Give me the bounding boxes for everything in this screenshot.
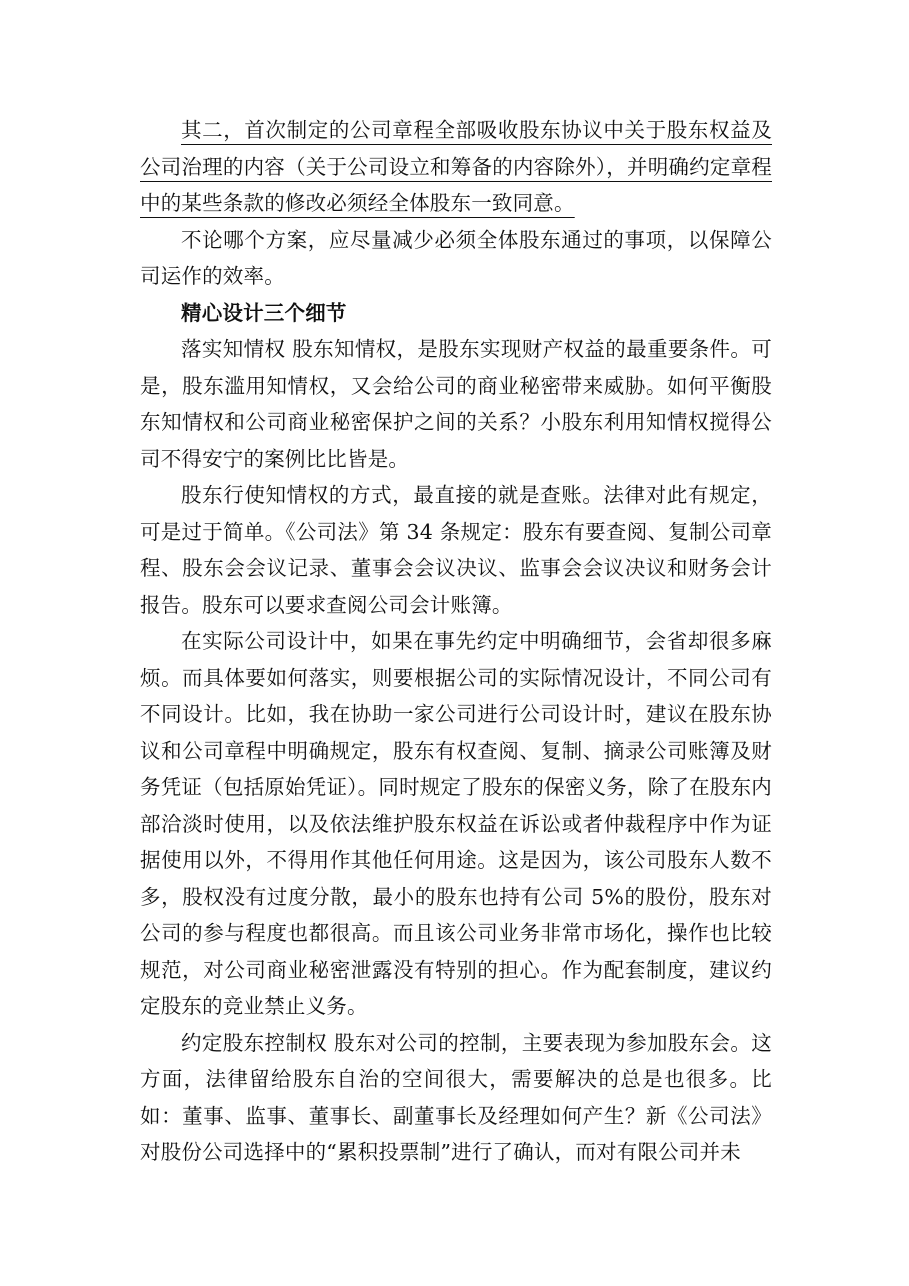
section-heading: 精心设计三个细节: [181, 300, 347, 325]
paragraph-audit: 股东行使知情权的方式，最直接的就是查账。法律对此有规定，可是过于简单。《公司法》第 34 条规定：股东有要查阅、复制公司章程、股东会会议记录、董事会会议决议、监事会会议决议和财务会计报告。股东可以要求查阅公司会计账簿。: [140, 483, 772, 617]
document-page: [140, 112, 772, 1171]
paragraph-efficiency: 不论哪个方案，应尽量减少必须全体股东通过的事项，以保障公司运作的效率。: [140, 227, 772, 288]
paragraph-option-two: 其二，首次制定的公司章程全部吸收股东协议中关于股东权益及公司治理的内容（关于公司设立和筹备的内容除外），并明确约定章程中的某些条款的修改必须经全体股东一致同意。: [140, 118, 772, 215]
paragraph-control-right: 约定股东控制权 股东对公司的控制，主要表现为参加股东会。这方面，法律留给股东自治的空间很大，需要解决的总是也很多。比如：董事、监事、董事长、副董事长及经理如何产生？新《公司法》对股份公司选择中的“累积投票制”进行了确认，而对有限公司并未: [140, 1030, 772, 1164]
paragraph-right-to-know: 落实知情权 股东知情权，是股东实现财产权益的最重要条件。可是，股东滥用知情权，又会给公司的商业秘密带来威胁。如何平衡股东知情权和公司商业秘密保护之间的关系？小股东利用知情权搅得公司不得安宁的案例比比皆是。: [140, 337, 772, 471]
paragraph-practice: 在实际公司设计中，如果在事先约定中明确细节，会省却很多麻烦。而具体要如何落实，则要根据公司的实际情况设计，不同公司有不同设计。比如，我在协助一家公司进行公司设计时，建议在股东协议和公司章程中明确规定，股东有权查阅、复制、摘录公司账簿及财务凭证（包括原始凭证）。同时规定了股东的保密义务，除了在股东内部洽淡时使用，以及依法维护股东权益在诉讼或者仲裁程序中作为证据使用以外，不得用作其他任何用途。这是因为，该公司股东人数不多，股权没有过度分散，最小的股东也持有公司 5%的股份，股东对公司的参与程度也都很高。而且该公司业务非常市场化，操作也比较规范，对公司商业秘密泄露没有特别的担心。作为配套制度，建议约定股东的竞业禁止义务。: [140, 629, 772, 1018]
